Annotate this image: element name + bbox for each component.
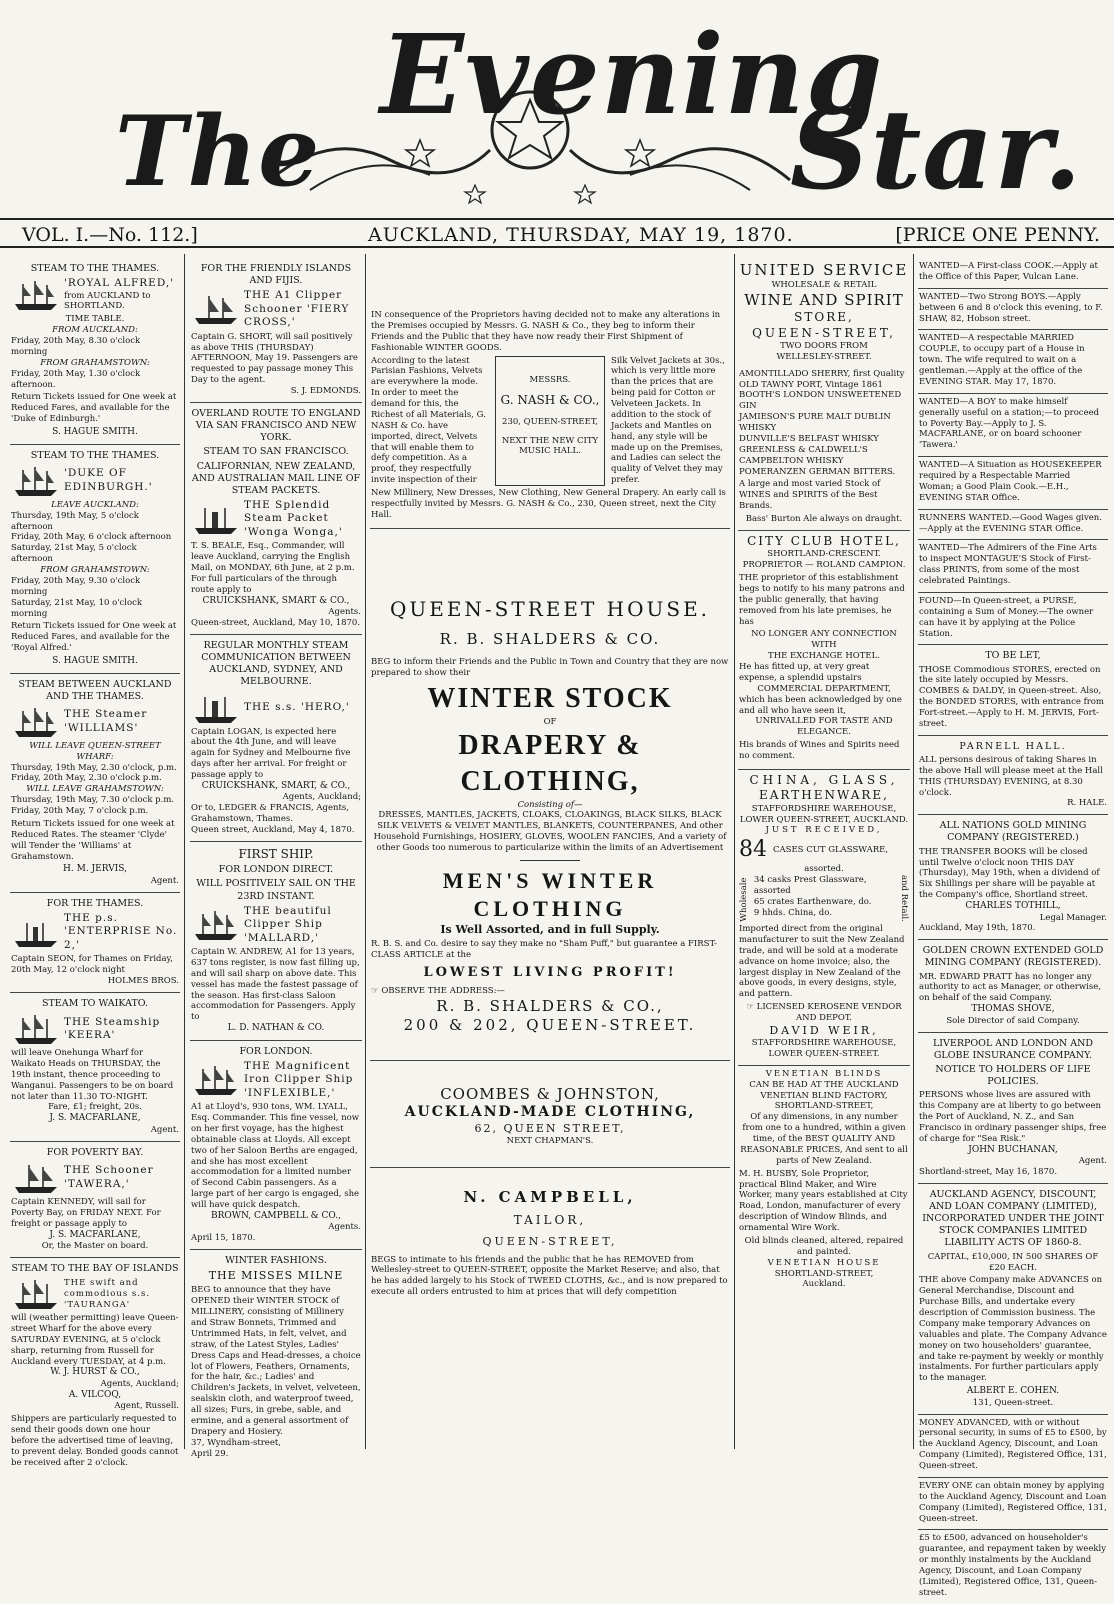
ad-heading: FOR LONDON. [239, 1045, 313, 1057]
ad-wanted-boys: WANTED—Two Strong BOYS.—Apply between 6 and 8 o'clock this evening, to F. SHAW, 82, Hobson street. [918, 289, 1108, 331]
ad-wanted-situation: WANTED—A Situation as HOUSEKEEPER required by a Respectable Married Woman; a Good Plain Cook.—E.H., EVENING STAR Office. [918, 457, 1108, 510]
ad-keera [10, 993, 180, 1142]
ad-headline: MEN'S WINTER CLOTHING [442, 867, 658, 922]
firm-name: R. B. SHALDERS & CO., [436, 996, 664, 1015]
ad-coombes-johnston [370, 1061, 730, 1168]
signature-title: Agents. [328, 1222, 361, 1233]
ad-heading: STEAM TO THE THAMES. [30, 449, 160, 461]
ad-body: Of any dimensions, in any number from one to a hundred, within a given time, of the BEST QUALITY AND REASONABLE PRICES, And sent to all parts of New Zealand. [740, 1112, 908, 1166]
stock-line: 34 casks Prest Glassware, assorted [753, 875, 867, 897]
case-count: 84 [739, 837, 767, 863]
wine-list-item: BOOTH'S LONDON UNSWEETENED GIN [739, 390, 902, 412]
ad-body: IN consequence of the Proprietors having decided not to make any alterations in the Premises occupied by Messrs. G. NASH & Co., they beg to inform their Friends and the Public that they have now ready their First Shipment of Fashionable WINTER GOODS. [371, 310, 721, 353]
ad-dateline: Queen-street, Auckland, May 10, 1870. [191, 618, 361, 629]
ad-body: Or to, LEDGER & FRANCIS, Agents, Grahamstown, Thames. [191, 803, 349, 825]
ad-body: which has been acknowledged by one and all who have seen it, [739, 694, 902, 716]
ad-body: Return Tickets issued for One week at Reduced Fares, and available for the 'Duke of Edinburgh.' [11, 392, 177, 425]
signature-title: Legal Manager. [1039, 912, 1107, 923]
ship-icon [191, 908, 241, 942]
ad-subheading: WILL POSITIVELY SAIL ON THE 23RD INSTANT. [196, 878, 356, 902]
ad-parnell-hall [918, 736, 1108, 816]
signature-title: Agent. [150, 1124, 179, 1135]
ship-name: THE s.s. 'HERO,' [244, 700, 350, 713]
ad-subheading: STAFFORDSHIRE WAREHOUSE, [751, 803, 897, 814]
signature-title: Agents, Auckland; [282, 792, 361, 803]
ad-dateline: Shortland-street, May 16, 1870. [919, 1166, 1058, 1177]
firm-name: R. B. SHALDERS & CO. [439, 630, 661, 649]
ad-emphasis: UNRIVALLED FOR TASTE AND ELEGANCE. [755, 716, 893, 738]
ad-address: Auckland. [802, 1279, 846, 1290]
ad-heading: FOR THE THAMES. [46, 897, 144, 909]
ad-body: A1 at Lloyd's, 930 tons, WM. LYALL, Esq. Commander. This fine vessel, now on her first voyage, has the highest obtainable class at Lloyds. All except two of her Saloon Berths are engaged, and she has most excellent accommodation for a limited number of Second Cabin passengers. As a large part of her cargo is engaged, she will have quick despatch. [191, 1102, 360, 1211]
ad-body: His brands of Wines and Spirits need no comment. [739, 740, 900, 762]
ad-body: Captain KENNEDY, will sail for Poverty Bay, on FRIDAY NEXT. For freight or passage apply to [11, 1196, 161, 1229]
ad-heading: STEAM BETWEEN AUCKLAND AND THE THAMES. [18, 678, 172, 702]
ad-body: A large and most varied Stock of WINES and SPIRITS of the Best Brands. [739, 479, 881, 512]
ad-heading: FOR THE FRIENDLY ISLANDS AND FIJIS. [200, 263, 352, 287]
ship-icon [11, 278, 61, 312]
schedule-line: Friday, 20th May, 9.30 o'clock morning [11, 575, 141, 597]
ad-dateline: Queen street, Auckland, May 4, 1870. [191, 825, 355, 836]
ad-emphasis: THE EXCHANGE HOTEL. [768, 651, 880, 662]
divider [520, 860, 580, 861]
schedule-line: Thursday, 19th May, 7.30 o'clock p.m. [11, 795, 175, 806]
ad-body: New Millinery, New Dresses, New Clothing, New General Drapery. An early call is respectfully invited by Messrs. G. NASH & Co., 230, Queen street, next the City Hall. [371, 488, 726, 520]
ship-icon [11, 915, 61, 949]
ad-heading: QUEEN-STREET HOUSE. [389, 596, 711, 621]
ad-heading: STEAM TO THE THAMES. [30, 263, 160, 274]
ad-connector: OF [543, 716, 557, 727]
firm-name: N. CAMPBELL, [463, 1187, 637, 1206]
ad-subheading: WHOLESALE & RETAIL [771, 280, 877, 291]
signature-title: Agents, Auckland; [100, 1378, 179, 1389]
signature: S. HAGUE SMITH. [52, 656, 138, 667]
timetable-label: TIME TABLE. [65, 314, 125, 325]
ad-address: 37, Wyndham-street, [191, 1437, 281, 1448]
signature: J. S. MACFARLANE, [49, 1229, 141, 1240]
ad-heading: AUCKLAND AGENCY, DISCOUNT, AND LOAN COMPANY (LIMITED), INCORPORATED UNDER THE JOINT STOCK COMPANIES LIMITED LIABILITY ACTS OF 1860-8. [922, 1188, 1104, 1249]
ad-address: STAFFORDSHIRE WAREHOUSE, [751, 1038, 897, 1049]
nash-box-line: 230, QUEEN-STREET, [502, 416, 598, 427]
ad-body: He has fitted up, at very great expense, a splendid upstairs [739, 662, 870, 683]
ad-venetian-blinds [738, 1066, 910, 1296]
schedule-line: Saturday, 21st May, 5 o'clock afternoon [11, 543, 137, 565]
schedule-line: Friday, 20th May, 6 o'clock afternoon [11, 532, 172, 543]
ad-connector: Consisting of— [517, 799, 583, 810]
ad-mallard [190, 842, 362, 1041]
ship-icon [11, 705, 61, 739]
ad-inflexible [190, 1041, 362, 1250]
ad-runners-wanted: RUNNERS WANTED.—Good Wages given.—Apply at the EVENING STAR Office. [918, 510, 1108, 541]
ad-body: Captain LOGAN, is expected here about the 4th June, and will leave again for Sydney and Melbourne five days after her arrival. For freight or passage apply to [191, 726, 351, 781]
ad-to-let [918, 645, 1108, 735]
ad-heading: LIVERPOOL AND LONDON AND GLOBE INSURANCE COMPANY. [932, 1037, 1094, 1061]
schedule-line: Friday, 20th May, 8.30 o'clock morning [11, 336, 141, 357]
ad-emphasis: COMMERCIAL DEPARTMENT, [757, 683, 891, 694]
ship-name: THE Steamship 'KEERA' [64, 1015, 161, 1042]
ad-address: LOWER QUEEN-STREET. [768, 1048, 880, 1059]
ad-winter-fashions [190, 1250, 362, 1464]
ad-heading: EARTHENWARE, [759, 788, 889, 803]
ad-heading: WINTER FASHIONS. [225, 1255, 327, 1267]
signature: CRUICKSHANK, SMART & CO., [202, 595, 350, 606]
ad-heading: FOR POVERTY BAY. [46, 1146, 144, 1158]
ad-staffordshire-warehouse [738, 770, 910, 1066]
ad-address: QUEEN-STREET, [482, 1234, 618, 1248]
ship-name: THE swift and commodious s.s. 'TAURANGA' [64, 1277, 151, 1310]
ad-address: TWO DOORS FROM [780, 340, 868, 351]
ship-name: THE A1 Clipper Schooner 'FIERY CROSS,' [244, 289, 350, 329]
ad-tauranga [10, 1258, 180, 1476]
wine-list [739, 369, 909, 478]
ad-williams [10, 674, 180, 893]
side-label: and Retail. [899, 875, 909, 923]
ad-wanted-admirers: WANTED—The Admirers of the Fine Arts to inspect MONTAGUE'S Stock of First-class PRINTS, from some of the most celebrated Paintings. [918, 540, 1108, 593]
volume-number: VOL. I.—No. 112.] [22, 224, 198, 246]
ship-name: THE Splendid Steam Packet 'Wonga Wonga,' [244, 498, 343, 538]
ad-body: Old blinds cleaned, altered, repaired and painted. [744, 1235, 904, 1257]
ad-n-campbell [370, 1168, 730, 1303]
ad-heading: CITY CLUB HOTEL, [747, 533, 901, 548]
ad-found-purse: FOUND—In Queen-street, a PURSE, containing a Sum of Money.—The owner can have it by applying at the Police Station. [918, 593, 1108, 646]
signature: BROWN, CAMPBELL & CO., [210, 1210, 342, 1221]
side-label: Wholesale [739, 877, 749, 923]
ship-icon [191, 502, 241, 536]
ad-liverpool-london [918, 1033, 1108, 1184]
ad-subheading: VENETIAN BLIND FACTORY, [760, 1090, 888, 1101]
signature: L. D. NATHAN & CO. [227, 1023, 325, 1034]
ad-heading: OVERLAND ROUTE TO ENGLAND VIA SAN FRANCISCO AND NEW YORK. [191, 407, 361, 444]
fare-line: Fare, £1; freight, 20s. [48, 1102, 142, 1113]
schedule-line: Saturday, 21st May, 10 o'clock morning [11, 597, 143, 619]
ship-icon [11, 1277, 61, 1311]
ad-subtitle: from AUCKLAND to SHORTLAND. [64, 290, 151, 312]
schedule-line: Friday, 20th May, 1.30 o'clock afternoon. [11, 368, 141, 390]
ad-g-nash [370, 258, 730, 529]
ad-dateline: April 15, 1870. [191, 1233, 256, 1244]
ad-body: Bass' Burton Ale always on draught. [745, 514, 903, 525]
schedule-line: Friday, 20th May, 2.30 o'clock p.m. [11, 773, 162, 784]
ad-footnote: Shippers are particularly requested to send their goods down one hour before the advertised time of leaving, to prevent delay. Bonded goods cannot be received after 2 o'clock. [11, 1414, 179, 1468]
route-label: LEAVE AUCKLAND: [51, 499, 139, 510]
signature-title: Agent, Russell. [114, 1401, 179, 1412]
ad-headline: DRAPERY & CLOTHING, [458, 729, 642, 797]
ad-subheading: STEAM TO SAN FRANCISCO. [203, 446, 349, 458]
ad-subheading: FOR LONDON DIRECT. [218, 864, 334, 876]
signature: W. J. HURST & CO., [50, 1367, 140, 1378]
ad-dateline: Auckland, May 19th, 1870. [919, 923, 1036, 934]
ad-wanted-cook: WANTED—A First-class COOK.—Apply at the Office of this Paper, Vulcan Lane. [918, 258, 1108, 289]
ship-name: THE p.s. 'ENTERPRISE No. 2,' [64, 912, 178, 951]
ad-body: THE TRANSFER BOOKS will be closed until Twelve o'clock noon THIS DAY (Thursday), May 19th, when a dividend of Six Shillings per share will be payable at the Company's office, Shortland street. [919, 846, 1100, 901]
ad-body: BEG to inform their Friends and the Public in Town and Country that they are now prepared to show their [371, 657, 729, 679]
ad-heading: FIRST SHIP. [238, 846, 314, 861]
signature: J. S. MACFARLANE, [49, 1113, 141, 1124]
signature: R. HALE. [1067, 798, 1107, 809]
nash-box-line: MESSRS. [529, 374, 571, 385]
ad-connector: assorted. [804, 864, 844, 875]
route-label: FROM GRAHAMSTOWN: [40, 565, 150, 576]
ad-body: Silk Velvet Jackets at 30s., which is very little more than the prices that are being paid for Cotton or Velveteen Jackets. In addition to the stock of Jackets and Mantles on hand, any style will be made up on the Premises, and Ladies can select the quality of Velvet they may prefer. [611, 355, 725, 486]
ship-name: 'ROYAL ALFRED,' [64, 277, 175, 290]
signature: JOHN BUCHANAN, [968, 1144, 1058, 1155]
schedule-line: Thursday, 19th May, 5 o'clock afternoon [11, 510, 139, 532]
ad-heading: UNITED SERVICE [739, 261, 909, 279]
wine-list-item: POMERANZEN GERMAN BITTERS. [739, 466, 896, 477]
ad-items: DRESSES, MANTLES, JACKETS, CLOAKS, CLOAKINGS, BLACK SILKS, BLACK SILK VELVETS & VELVET MANTLES, BLANKETS, COUNTERPANES, And other Household Furnishings, HOSIERY, GLOVES, WOOLEN FANCIES, And a variety of other Goods too numerous to particularize within the limits of an Advertisement [373, 810, 727, 854]
ad-heading: CHINA, GLASS, [749, 772, 899, 787]
ad-body: Return Tickets issued for One week at Reduced Fares, and available for the 'Royal Alfred.' [11, 621, 177, 654]
ad-subheading: NOTICE TO HOLDERS OF LIFE POLICIES. [935, 1063, 1091, 1088]
ad-body: Captain SEON, for Thames on Friday, 20th May, 12 o'clock night [11, 954, 173, 976]
signature-title: Agent. [1078, 1156, 1107, 1167]
ad-body: ALL persons desirous of taking Shares in the above Hall will please meet at the Hall THIS (THURSDAY) EVENING, at 8.30 o'clock. [919, 754, 1103, 798]
route-label: FROM AUCKLAND: [52, 325, 138, 336]
ad-address: NEXT CHAPMAN'S. [506, 1136, 594, 1147]
ship-icon [11, 1161, 61, 1195]
signature: H. M. JERVIS, [63, 864, 127, 875]
signature: ALBERT E. COHEN. [966, 1386, 1060, 1397]
ad-address: 200 & 202, QUEEN-STREET. [403, 1015, 697, 1034]
ad-body: ☞ LICENSED KEROSENE VENDOR AND DEPOT. [746, 1002, 902, 1024]
stock-line: 65 crates Earthenware, do. [753, 897, 872, 908]
ad-body: MR. EDWARD PRATT has no longer any authority to act as Manager, or otherwise, on behalf of the said Company. [919, 971, 1101, 1004]
ad-city-club-hotel [738, 531, 910, 770]
ship-name: THE Magnificent Iron Clipper Ship 'INFLEXIBLE,' [244, 1059, 354, 1099]
ad-subheading: THE MISSES MILNE [208, 1269, 344, 1283]
ad-queen-street-house [370, 529, 730, 1061]
ad-subheading: JUST RECEIVED, [765, 825, 883, 836]
schedule-line: Friday, 20th May, 7 o'clock p.m. [11, 806, 149, 817]
ad-body: R. B. S. and Co. desire to say they make no "Sham Puff," but guarantee a FIRST-CLASS ARTICLE at the [371, 939, 717, 961]
wine-list-item: AMONTILLADO SHERRY, first Quality [739, 368, 905, 379]
ad-enterprise [10, 893, 180, 993]
ad-dateline: April 29. [191, 1448, 229, 1459]
wine-list-item: DUNVILLE'S BELFAST WHISKY [739, 433, 879, 444]
ad-body: ☞ OBSERVE THE ADDRESS:— [371, 985, 505, 996]
ad-subheading: CAN BE HAD AT THE AUCKLAND [749, 1079, 899, 1090]
wine-list-item: GREENLESS & CALDWELL'S CAMPBELTON WHISKY [739, 444, 868, 466]
schedule-line: Thursday, 19th May, 2.30 o'clock, p.m. [11, 762, 177, 773]
ad-emphasis: NO LONGER ANY CONNECTION [751, 629, 897, 640]
ad-headline: LOWEST LIVING PROFIT! [423, 965, 677, 981]
ship-icon [11, 1012, 61, 1046]
firm-name: COOMBES & JOHNSTON, [440, 1084, 660, 1103]
ad-heading: ALL NATIONS GOLD MINING COMPANY (REGISTERED.) [939, 820, 1087, 844]
column-merchants [734, 254, 914, 1449]
ad-headline: AUCKLAND-MADE CLOTHING, [404, 1104, 696, 1121]
ad-address: SHORTLAND-STREET, [774, 1268, 874, 1279]
column-drapery [366, 254, 734, 1449]
ad-heading: STORE, [794, 310, 854, 325]
signature: S. HAGUE SMITH. [52, 427, 138, 438]
column-shipping-2 [186, 254, 366, 1459]
trade-label: TAILOR, [513, 1213, 587, 1228]
issue-price: [PRICE ONE PENNY. [895, 224, 1100, 246]
ad-address: WELLESLEY-STREET. [776, 351, 872, 362]
ad-body: T. S. BEALE, Esq., Commander, will leave Auckland, carrying the English Mail, on MONDAY, 6th June, at 2 p.m. For full particulars of the through route apply to [191, 541, 355, 595]
ad-body: M. H. BUSBY, Sole Proprietor, practical Blind Maker, and Wire Worker, many years established at City Road, London, manufacturer of every description of Window Blinds, and ornamental Wire Work. [739, 1168, 908, 1234]
nash-box [495, 356, 605, 487]
ad-money-advanced: MONEY ADVANCED, with or without personal security, in sums of £5 to £500, by the Auckland Agency, Discount, and Loan Company (Limited), Registered Office, 131, Queen-street. [918, 1415, 1108, 1478]
ad-golden-crown [918, 940, 1108, 1032]
masthead-the: The [115, 95, 321, 208]
masthead-evening: Evening [380, 10, 884, 139]
ad-address: QUEEN-STREET, [752, 325, 896, 340]
signature: CHARLES TOTHILL, [965, 901, 1061, 911]
signature: S. J. EDMONDS. [290, 386, 361, 396]
ad-royal-alfred [10, 258, 180, 445]
ad-body: THE above Company make ADVANCES on General Merchandise, Discount and Purchase Bills, and undertake every description of Commission business. The Company make temporary Advances on valuables and plate. The Company Advance money on two householders' guarantee, and take re-payment by weekly or monthly instalments. For further particulars apply to the manager. [919, 1275, 1107, 1384]
ad-fiery-cross [190, 258, 362, 403]
ad-auckland-agency [918, 1184, 1108, 1415]
masthead-star: Star. [790, 85, 1083, 214]
ad-subheading: SHORTLAND-CRESCENT. [767, 549, 881, 560]
ship-name: THE Schooner 'TAWERA,' [64, 1164, 154, 1190]
ad-tawera [10, 1142, 180, 1258]
nash-box-name: G. NASH & CO., [500, 393, 600, 408]
wine-list-item: OLD TAWNY PORT, Vintage 1861 [739, 379, 883, 390]
ship-name: THE Steamer 'WILLIAMS' [64, 708, 148, 734]
route-label: WILL LEAVE QUEEN-STREET WHARF: [29, 740, 161, 762]
ad-body: will (weather permitting) leave Queen-street Wharf for the above every SATURDAY EVENING, at 5 o'clock sharp, returning from Russell for Auckland every TUESDAY, at 4 p.m. [11, 1313, 179, 1367]
ad-duke-of-edinburgh [10, 445, 180, 674]
signature-title: Or, the Master on board. [41, 1241, 149, 1252]
ad-hero [190, 635, 362, 842]
ad-body: Return Tickets issued for one week at Reduced Rates. The steamer 'Clyde' will Tender the 'Williams' at Grahamstown. [11, 818, 175, 862]
ad-united-service [738, 258, 910, 531]
signature: HOLMES BROS. [107, 976, 179, 987]
nash-box-line: NEXT THE NEW CITY MUSIC HALL. [501, 435, 599, 457]
ad-wonga-wonga [190, 403, 362, 635]
ad-wanted-boy: WANTED—A BOY to make himself generally useful on a station;—to proceed to Poverty Bay.—Apply to J. S. MACFARLANE, or on board schooner 'Tawera.' [918, 394, 1108, 457]
ad-heading: REGULAR MONTHLY STEAM COMMUNICATION BETWEEN AUCKLAND, SYDNEY, AND MELBOURNE. [201, 639, 351, 688]
signature: A. VILCOQ, [68, 1389, 122, 1400]
ad-heading: WINE AND SPIRIT [744, 291, 904, 310]
ship-icon [191, 292, 241, 326]
column-shipping-1 [6, 254, 184, 1468]
column-rule [184, 254, 185, 1449]
ad-body: Captain W. ANDREW, A1 for 13 years, 637 tons register, is now fast filling up, and will sail sharp on above date. This vessel has made the fastest passage of the season. Has first-class Saloon accommodation for Passengers. Apply to [191, 947, 360, 1023]
ship-icon [11, 464, 61, 498]
ad-subheading: Is Well Assorted, and in full Supply. [440, 923, 660, 937]
ad-body: According to the latest Parisian Fashions, Velvets are everywhere la mode. In order to meet the demand for this, the Richest of all Materials, G. NASH & Co. have imported, direct, Velvets that will enable them to defy competition. As a proof, they respectfully invite inspection of their [371, 355, 486, 486]
ship-icon [191, 1063, 241, 1097]
ad-capital: CAPITAL, £10,000, IN 500 SHARES OF £20 EACH. [927, 1251, 1099, 1273]
ad-address: 62, QUEEN STREET, [474, 1122, 626, 1135]
ad-body: Captain G. SHORT, will sail positively as above THIS (THURSDAY) AFTERNOON, May 19. Passengers are requested to pay passage money This Day to the agent. [191, 331, 358, 386]
wine-list-item: JAMIESON'S PURE MALT DUBLIN WHISKY [739, 412, 891, 434]
ad-five-pounds: £5 to £500, advanced on householder's guarantee, and repayment taken by weekly or monthly instalments by the Auckland Agency, Discount, and Loan Company (Limited), Registered Office, 131, Queen-street. [919, 1533, 1107, 1598]
signature: THOMAS SHOVE, [971, 1004, 1055, 1015]
ad-address: LOWER QUEEN-STREET, AUCKLAND. [739, 814, 909, 825]
ad-body: BEGS to intimate to his friends and the public that he has REMOVED from Wellesley-street to QUEEN-STREET, opposite the Market Reserve; and also, that he has added largely to his Stock of TWEED CLOTHS, &c., and is now prepared to execute all orders entrusted to him at prices that will defy competition [371, 1254, 728, 1298]
masthead [0, 0, 1114, 215]
ad-body: will leave Onehunga Wharf for Waikato Heads on THURSDAY, the 19th instant, thence proceeding to Wanganui. Passengers to be on board not later than 11.30 TO-NIGHT. [11, 1048, 174, 1102]
signature-title: Agents. [328, 607, 361, 618]
ad-emphasis: CASES CUT GLASSWARE, [773, 844, 889, 855]
ad-subheading: PROPRIETOR — ROLAND CAMPION. [742, 560, 906, 571]
ad-heading: VENETIAN HOUSE [767, 1257, 881, 1268]
ship-icon [191, 691, 241, 725]
ad-heading: GOLDEN CROWN EXTENDED GOLD MINING COMPANY (REGISTERED). [922, 945, 1104, 969]
ad-heading: STEAM TO THE BAY OF ISLANDS [11, 1262, 179, 1274]
ad-heading: TO BE LET, [985, 650, 1041, 662]
ad-body: THOSE Commodious STORES, erected on the site lately occupied by Messrs. COMBES & DALDY, in Queen-street. Also, the BONDED STORES, with entrance from Fort-street.—Apply to H. M. JERVIS, Fort-street. [919, 664, 1104, 729]
ad-connector: WITH [811, 640, 837, 651]
ad-body: Imported direct from the original manufacturer to suit the New Zealand trade, and will be sold at a moderate advance on home invoice; also, the largest display in New Zealand of the above goods, in every designs, style, and pattern. [739, 924, 905, 1000]
ad-address: SHORTLAND-STREET, [774, 1101, 874, 1112]
ad-body: THE proprietor of this establishment begs to notify to his many patrons and the public generally, that having removed from his late premises, he has [739, 573, 905, 627]
ship-name: THE beautiful Clipper Ship 'MALLARD,' [244, 904, 332, 944]
ad-heading: STEAM TO WAIKATO. [41, 997, 149, 1009]
ship-name: 'DUKE OF EDINBURGH.' [64, 467, 153, 493]
ad-heading: VENETIAN BLINDS [765, 1068, 883, 1079]
dateline [0, 218, 1114, 248]
route-label: FROM GRAHAMSTOWN: [40, 357, 150, 368]
ad-body: PERSONS whose lives are assured with this Company are at liberty to go between the Port of Auckland, N. Z., and San Francisco in ordinary passenger ships, free of charge for "Sea Risk." [919, 1090, 1107, 1144]
signature: CRUICKSHANK, SMART, & CO., [201, 780, 351, 791]
ad-body: BEG to announce that they have OPENED their WINTER STOCK of MILLINERY, consisting of Millinery and Straw Bonnets, Trimmed and Untrimmed Hats, in felt, velvet, and straw, of the Latest Styles, Ladies' Dress Caps and Head-dresses, a choice lot of Flowers, Feathers, Ornaments, for the hair, &c.; Ladies' and Children's Jackets, in velvet, velveteen, sealskin cloth, and waterproof tweed, all sizes; Furs, in grebe, sable, and ermine, and a general assortment of Drapery and Hosiery. [191, 1285, 361, 1437]
signature-title: Sole Director of said Company. [946, 1015, 1080, 1026]
ad-every-one: EVERY ONE can obtain money by applying to the Auckland Agency, Discount and Loan Company (Limited), Registered Office, 131, Queen-street. [918, 1478, 1108, 1531]
stock-line: 9 hhds. China, do. [753, 907, 832, 918]
column-notices [914, 254, 1112, 1598]
ad-headline: WINTER STOCK [427, 683, 673, 715]
ad-address: 131, Queen-street. [972, 1397, 1054, 1408]
ad-wanted-couple: WANTED—A respectable MARRIED COUPLE, to occupy part of a House in town. The wife required to wait on a gentleman.—Apply at the office of the EVENING STAR. May 17, 1870. [918, 330, 1108, 393]
ad-heading: PARNELL HALL. [959, 740, 1067, 752]
route-label: WILL LEAVE GRAHAMSTOWN: [26, 784, 164, 795]
ad-all-nations [918, 815, 1108, 940]
issue-date: AUCKLAND, THURSDAY, MAY 19, 1870. [368, 224, 794, 246]
firm-name: DAVID WEIR, [769, 1023, 879, 1037]
signature-title: Agent. [150, 875, 179, 886]
ad-subheading: CALIFORNIAN, NEW ZEALAND, AND AUSTRALIAN MAIL LINE OF STEAM PACKETS. [191, 460, 361, 496]
